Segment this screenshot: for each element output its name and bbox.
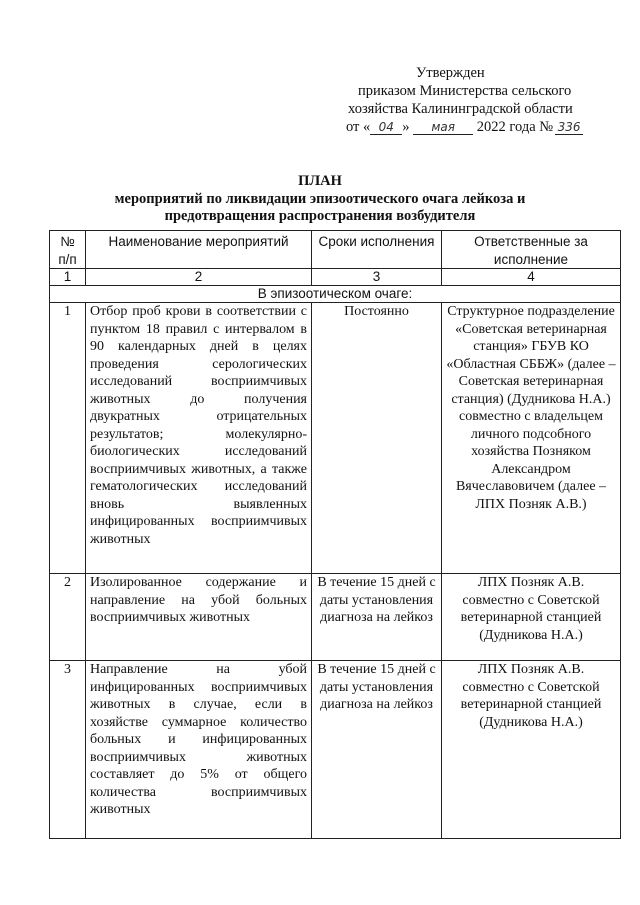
column-number: 4 xyxy=(442,269,621,286)
table-row xyxy=(50,303,621,574)
section-row xyxy=(50,286,621,303)
row-responsible: ЛПХ Позняк А.В. совместно с Советской ветеринарной станцией (Дудникова Н.А.) xyxy=(442,574,621,661)
header-responsible: Ответственные за исполнение xyxy=(442,231,621,269)
row-responsible: Структурное подразделение «Советская ветеринарная станция» ГБУВ КО «Областная СББЖ» (далее – Советская ветеринарная станция) (Дудникова Н.А.) совместно с владельцем личного подсобного хозяйства Позняком Александром Вячеславовичем (далее – ЛПХ Позняк А.В.) xyxy=(442,303,621,574)
title-line-1: ПЛАН xyxy=(298,173,342,189)
row-responsible: ЛПХ Позняк А.В. совместно с Советской ветеринарной станцией (Дудникова Н.А.) xyxy=(442,661,621,839)
column-number-row xyxy=(50,269,621,286)
row-measure: Изолированное содержание и направление на убой больных восприимчивых животных xyxy=(86,574,312,661)
date-mid: » xyxy=(402,119,410,135)
handwritten-day: 04 xyxy=(378,120,394,134)
row-term: Постоянно xyxy=(312,303,442,574)
number-blank xyxy=(555,121,583,135)
header-name: Наименование мероприятий xyxy=(86,231,312,269)
row-number: 2 xyxy=(50,574,86,661)
table-row xyxy=(50,661,621,839)
document-title xyxy=(0,173,640,226)
handwritten-number: 336 xyxy=(557,120,581,134)
table-row xyxy=(50,574,621,661)
table-header-row xyxy=(50,231,621,269)
row-number: 3 xyxy=(50,661,86,839)
date-suffix: 2022 года № xyxy=(476,119,554,135)
approval-date-line xyxy=(330,118,610,136)
plan-table xyxy=(49,230,621,839)
row-measure: Направление на убой инфицированных восприимчивых животных в случае, если в хозяйстве суммарное количество больных и инфицированных восприимчивых животных составляет до 5% от общего количества восприимчивых животных xyxy=(86,661,312,839)
row-term: В течение 15 дней с даты установления диагноза на лейкоз xyxy=(312,574,442,661)
row-term: В течение 15 дней с даты установления диагноза на лейкоз xyxy=(312,661,442,839)
title-line-3: предотвращения распространения возбудителя xyxy=(164,208,476,224)
row-measure: Отбор проб крови в соответствии с пунктом 18 правил с интервалом в 90 календарных дней в целях проведения серологических исследований восприимчивых животных до получения двукратных отрицательных результатов; молекулярно-биологических исследований восприимчивых животных, а также гематологических исследований вновь выявленных инфицированных восприимчивых животных xyxy=(86,303,312,574)
header-term: Сроки исполнения xyxy=(312,231,442,269)
date-prefix: от « xyxy=(346,119,371,135)
row-number: 1 xyxy=(50,303,86,574)
column-number: 2 xyxy=(86,269,312,286)
column-number: 3 xyxy=(312,269,442,286)
month-blank xyxy=(413,121,473,135)
approval-line-2: приказом Министерства сельского xyxy=(358,83,572,99)
day-blank xyxy=(370,121,402,135)
column-number: 1 xyxy=(50,269,86,286)
approval-line-1: Утвержден xyxy=(416,65,485,81)
header-number: № п/п xyxy=(50,231,86,269)
approval-block xyxy=(330,64,610,136)
approval-line-3: хозяйства Калининградской области xyxy=(348,101,573,117)
section-heading: В эпизоотическом очаге: xyxy=(50,286,621,303)
handwritten-month: мая xyxy=(431,120,455,134)
title-line-2: мероприятий по ликвидации эпизоотического очага лейкоза и xyxy=(114,190,526,207)
